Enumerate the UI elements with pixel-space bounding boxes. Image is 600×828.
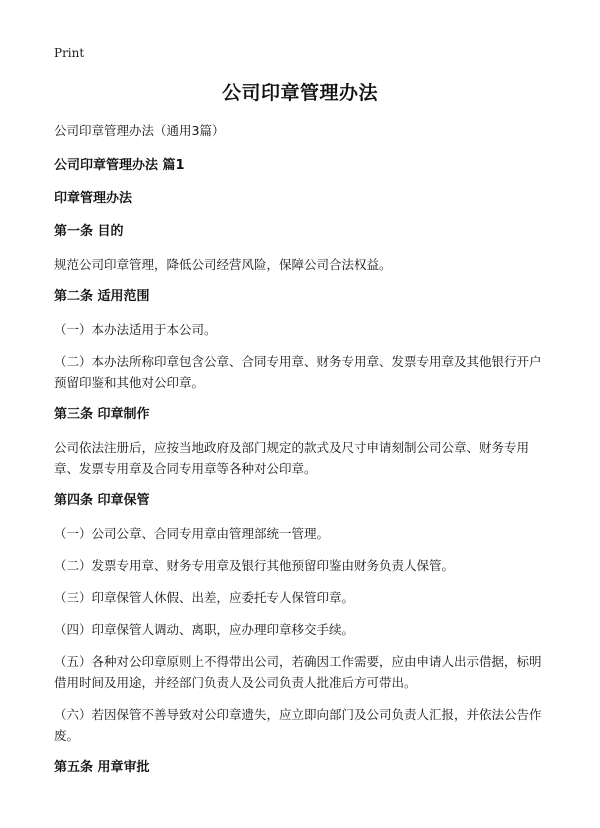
article1-heading: 第一条 目的 xyxy=(54,224,124,239)
article3-heading: 第三条 印章制作 xyxy=(54,407,150,422)
article4-item: （四）印章保管人调动、离职，应办理印章移交手续。 xyxy=(54,622,355,637)
article4-item: （五）各种对公印章原则上不得带出公司，若确因工作需要，应由申请人出示借据，标明借用时间及用途，并经部门负责人及公司负责人批准后方可带出。 xyxy=(54,654,542,690)
article4-item: （二）发票专用章、财务专用章及银行其他预留印鉴由财务负责人保管。 xyxy=(54,558,455,573)
main-heading: 印章管理办法 xyxy=(54,191,133,206)
article2-heading: 第二条 适用范围 xyxy=(54,289,150,304)
article5-heading: 第五条 用章审批 xyxy=(54,760,150,775)
document-subtitle: 公司印章管理办法（通用3篇） xyxy=(54,123,225,138)
article3-text: 公司依法注册后，应按当地政府及部门规定的款式及尺寸申请刻制公司公章、财务专用章、发票专用章及合同专用章等各种对公印章。 xyxy=(54,440,530,476)
page-title: 公司印章管理办法 xyxy=(221,82,378,104)
article2-item: （二）本办法所称印章包含公章、合同专用章、财务专用章、发票专用章及其他银行开户预留印鉴和其他对公印章。 xyxy=(54,354,542,390)
document-body xyxy=(54,120,548,790)
print-link[interactable]: Print xyxy=(54,46,85,60)
article2-item: （一）本办法适用于本公司。 xyxy=(54,322,217,337)
article4-item: （三）印章保管人休假、出差，应委托专人保管印章。 xyxy=(54,590,355,605)
article4-heading: 第四条 印章保管 xyxy=(54,493,150,508)
article1-text: 规范公司印章管理，降低公司经营风险，保障公司合法权益。 xyxy=(54,257,392,272)
section-title: 公司印章管理办法 篇1 xyxy=(54,158,185,173)
article4-item: （一）公司公章、合同专用章由管理部统一管理。 xyxy=(54,526,330,541)
article4-item: （六）若因保管不善导致对公印章遗失，应立即向部门及公司负责人汇报，并依法公告作废。 xyxy=(54,707,542,743)
